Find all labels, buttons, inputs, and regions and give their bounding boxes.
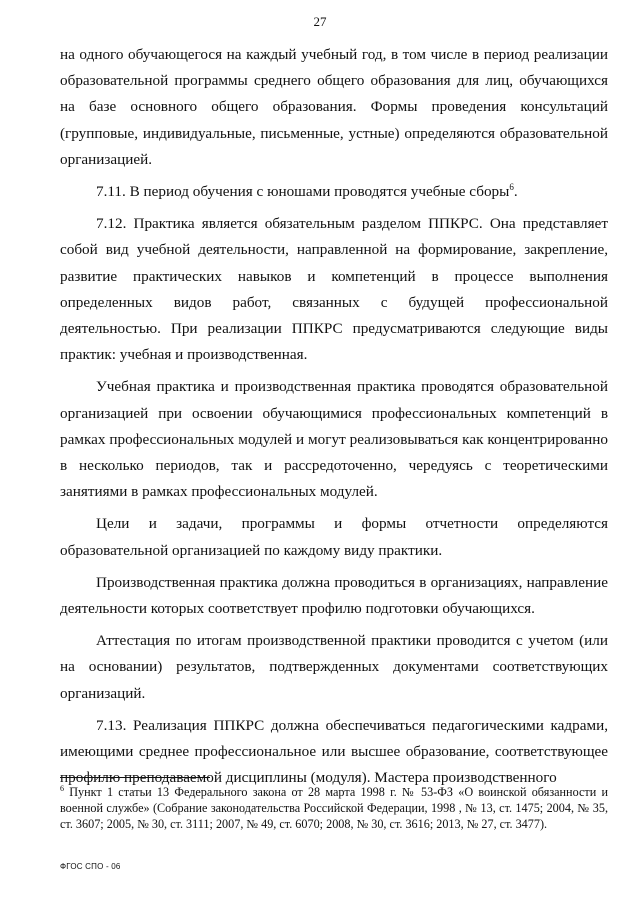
paragraph-production-practice: Производственная практика должна проводиться в организациях, направление деятельности которых соответствует профилю подготовки обучающихся. <box>60 573 608 618</box>
paragraph-consultations: на одного обучающегося на каждый учебный год, в том числе в период реализации образовательной программы среднего общего образования для лиц, обучающихся на базе основного общего образования. Формы проведения консультаций (групповые, индивидуальные, письменные, устные) определяются образовательной организацией. <box>60 46 608 168</box>
document-code: ФГОС СПО - 06 <box>60 862 121 871</box>
page-number: 27 <box>313 14 327 29</box>
document-body <box>60 42 608 791</box>
footnote-divider <box>60 777 210 778</box>
paragraph-7-11-text: 7.11. В период обучения с юношами проводятся учебные сборы <box>96 183 510 201</box>
paragraph-7-12: 7.12. Практика является обязательным разделом ППКРС. Она представляет собой вид учебной деятельности, направленной на формирование, закрепление, развитие практических навыков и компетенций в процессе выполнения определенных видов работ, связанных с будущей профессиональной деятельностью. При реализации ППКРС предусматриваются следующие виды практик: учебная и производственная. <box>60 215 608 364</box>
footnote-marker: 6 <box>60 783 64 793</box>
footnote-reference: 6 <box>509 181 514 192</box>
paragraph-attestation: Аттестация по итогам производственной практики проводится с учетом (или на основании) результатов, подтвержденных документами соответствующих организаций. <box>60 632 608 702</box>
paragraph-7-11: 7.11. В период обучения с юношами проводятся учебные сборы$^6$. <box>96 181 518 201</box>
paragraph-practice-goals: Цели и задачи, программы и формы отчетности определяются образовательной организацией по каждому виду практики. <box>60 515 608 559</box>
footnote-text: Пункт 1 статьи 13 Федерального закона от 28 марта 1998 г. № 53-ФЗ «О воинской обязанности и военной службе» (Собрание законодательства Российской Федерации, 1998 , № 13, ст. 1475; 2004, № 35, ст. 3607; 2005, № 30, ст. 3111; 2007, № 49, ст. 6070; 2008, № 30, ст. 3616; 2013, № 27, ст. 3477). <box>60 785 608 832</box>
paragraph-7-13: 7.13. Реализация ППКРС должна обеспечиваться педагогическими кадрами, имеющими среднее профессиональное или высшее образование, соответствующее профилю преподаваемой дисциплины (модуля). Мастера производственного <box>60 716 608 787</box>
footnote <box>60 784 608 833</box>
paragraph-practice-organization: Учебная практика и производственная практика проводятся образовательной организацией при освоении обучающимися профессиональных компетенций в рамках профессиональных модулей и могут реализовываться как концентрированно в несколько периодов, так и рассредоточенно, чередуясь с теоретическими занятиями в рамках профессиональных модулей. <box>60 378 608 501</box>
